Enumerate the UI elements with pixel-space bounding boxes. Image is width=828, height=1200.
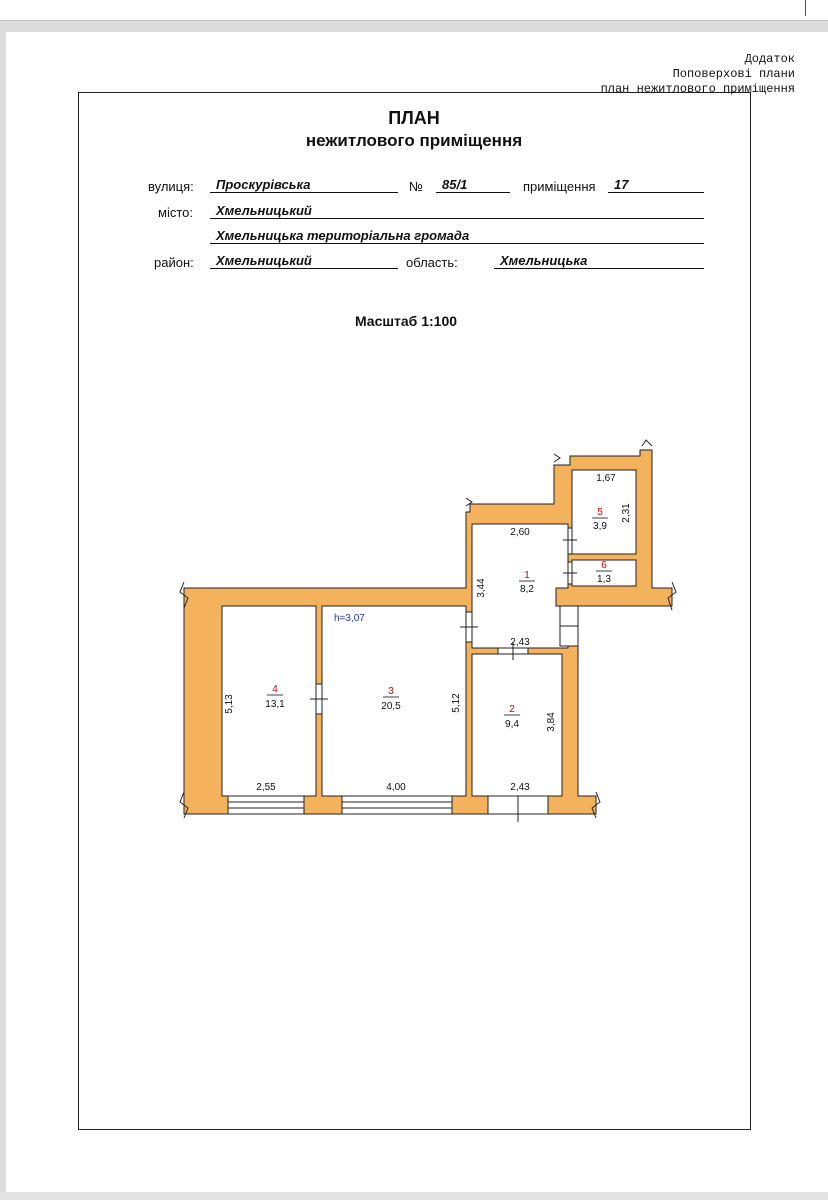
wall-break-marks xyxy=(180,440,676,818)
room-2-number: 2 xyxy=(509,704,515,715)
district-value: Хмельницький xyxy=(210,253,398,269)
dim-room4-bottom: 2,55 xyxy=(256,782,276,793)
dim-room2-bottom: 2,43 xyxy=(510,782,530,793)
document-title: ПЛАН xyxy=(388,108,440,128)
ceiling-height: h=3,07 xyxy=(334,613,365,624)
room-4-number: 4 xyxy=(272,684,278,695)
number-label: № xyxy=(409,179,423,194)
doors xyxy=(310,528,578,822)
premises-value: 17 xyxy=(608,177,704,193)
region-label: область: xyxy=(406,255,458,270)
room-1-area: 8,2 xyxy=(520,584,534,595)
district-label: район: xyxy=(154,255,194,270)
appendix-line-3: план нежитлового приміщення xyxy=(600,82,795,96)
room-1-number: 1 xyxy=(524,570,530,581)
dim-room1-height: 3,44 xyxy=(476,578,487,598)
premises-label: приміщення xyxy=(523,179,596,194)
street-label: вулиця: xyxy=(148,179,194,194)
city-label: місто: xyxy=(158,205,193,220)
city-value: Хмельницький xyxy=(210,203,704,219)
room-2-area: 9,4 xyxy=(505,719,519,730)
walls xyxy=(184,450,672,814)
street-value: Проскурівська xyxy=(210,177,398,193)
appendix-line-2: Поповерхові плани xyxy=(672,67,795,81)
room-3-number: 3 xyxy=(388,686,394,697)
dim-room1-width: 2,60 xyxy=(510,527,530,538)
door-room1-room5 xyxy=(568,528,572,554)
region-value: Хмельницька xyxy=(494,253,704,269)
dim-room4-height: 5,13 xyxy=(224,694,235,714)
dim-room5-height: 2,31 xyxy=(621,503,632,523)
room-5-number: 5 xyxy=(597,507,603,518)
appendix-line-1: Додаток xyxy=(744,52,795,66)
room-6-area: 1,3 xyxy=(597,574,611,585)
windows xyxy=(228,796,548,814)
room-5-area: 3,9 xyxy=(593,521,607,532)
room-6-number: 6 xyxy=(601,560,607,571)
dim-room3-bottom: 4,00 xyxy=(386,782,406,793)
number-value: 85/1 xyxy=(436,177,510,193)
window-room3 xyxy=(342,796,452,814)
window-room4 xyxy=(228,796,304,814)
community-value: Хмельницька територіальна громада xyxy=(210,228,704,244)
document-subtitle: нежитлового приміщення xyxy=(305,131,523,150)
dim-room1-bottom: 2,43 xyxy=(510,637,530,648)
dim-room5-width: 1,67 xyxy=(596,473,616,484)
scale-label: Масштаб 1:100 xyxy=(354,313,458,329)
dim-room3-height: 5,12 xyxy=(451,693,462,713)
room-3-area: 20,5 xyxy=(381,701,401,712)
room-4-area: 13,1 xyxy=(265,699,285,710)
dim-room2-height: 3,84 xyxy=(546,712,557,732)
